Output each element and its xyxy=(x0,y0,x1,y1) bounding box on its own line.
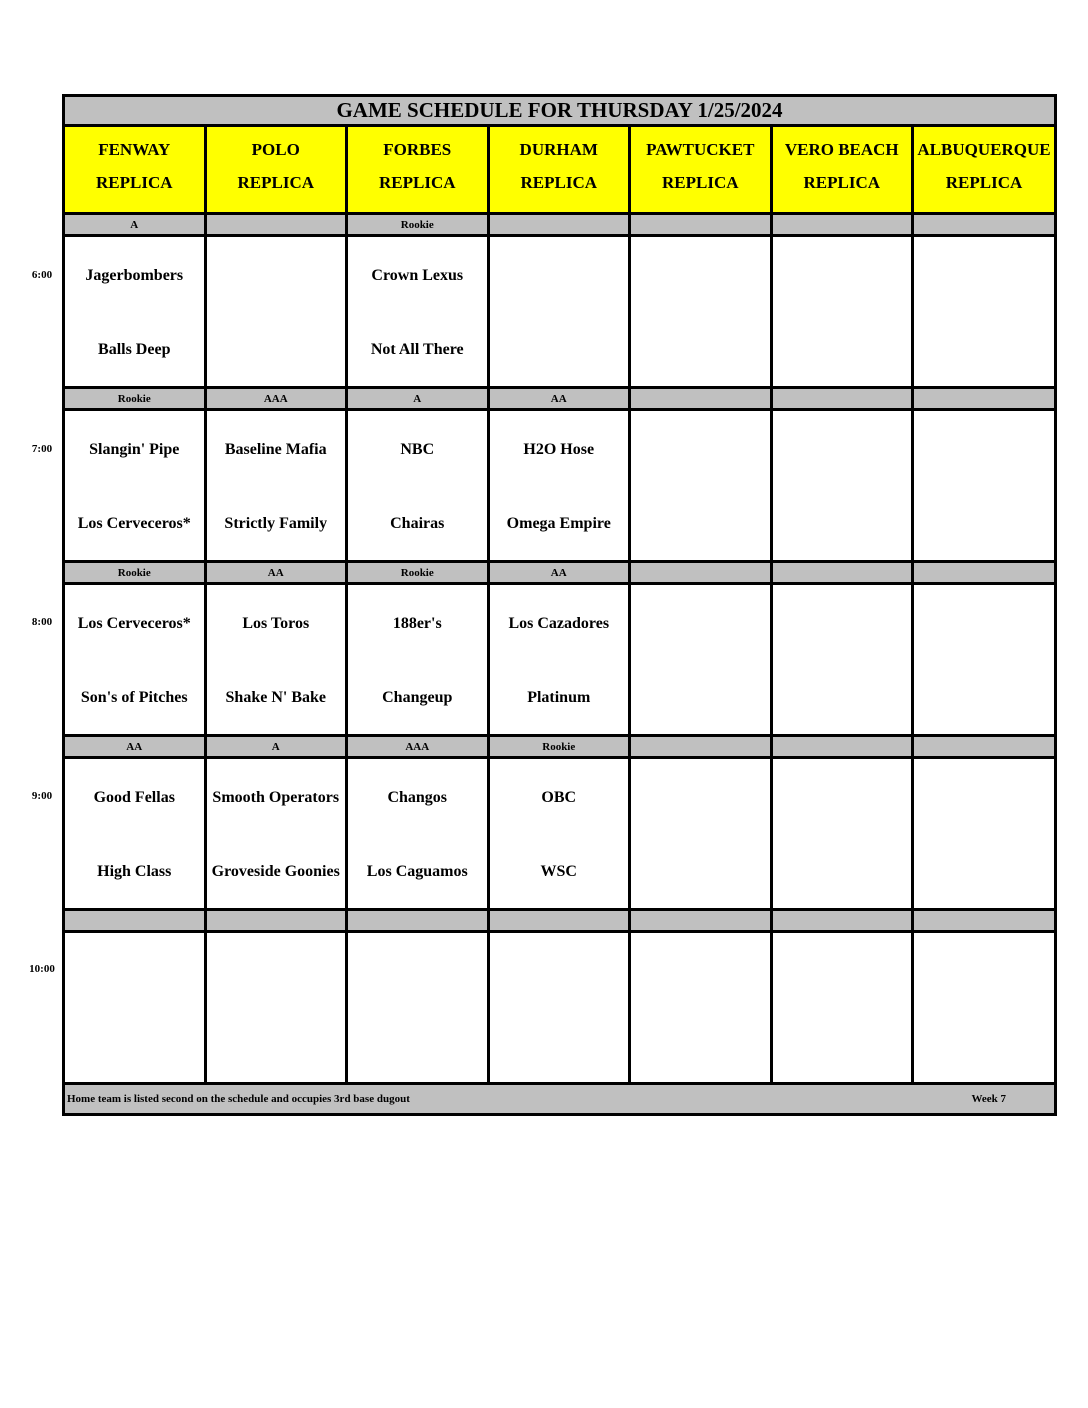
home-team: Not All There xyxy=(370,341,464,358)
division-label xyxy=(631,563,773,582)
division-row xyxy=(65,737,1054,759)
division-label: AAA xyxy=(348,737,490,756)
away-team: 188er's xyxy=(392,615,442,632)
division-label xyxy=(490,911,632,930)
division-row xyxy=(65,911,1054,933)
division-label: A xyxy=(207,737,349,756)
home-team: Los Cerveceros* xyxy=(77,515,191,532)
schedule-title: GAME SCHEDULE FOR THURSDAY 1/25/2024 xyxy=(65,97,1054,127)
division-label: AA xyxy=(490,389,632,408)
division-label xyxy=(207,215,349,234)
game-cell xyxy=(631,585,773,734)
game-cell xyxy=(631,237,773,386)
game-cell xyxy=(65,933,207,1082)
division-label xyxy=(914,389,1054,408)
field-header xyxy=(207,127,349,212)
division-label: Rookie xyxy=(490,737,632,756)
game-cell xyxy=(490,585,632,734)
field-sub: REPLICA xyxy=(520,173,597,192)
field-sub: REPLICA xyxy=(661,173,739,192)
away-team: NBC xyxy=(400,441,435,458)
schedule-footer xyxy=(65,1085,1054,1113)
division-label: Rookie xyxy=(65,389,207,408)
game-cell xyxy=(631,411,773,560)
footer-note: Home team is listed second on the schedule and occupies 3rd base dugout xyxy=(67,1093,410,1105)
game-cell xyxy=(773,411,915,560)
field-name: FENWAY xyxy=(98,140,171,159)
week-label: Week 7 xyxy=(971,1093,1006,1105)
game-cell xyxy=(65,585,207,734)
game-cell xyxy=(773,237,915,386)
division-label: A xyxy=(348,389,490,408)
division-label xyxy=(773,737,915,756)
game-cell xyxy=(914,759,1054,908)
game-cell xyxy=(490,759,632,908)
home-team: Los Caguamos xyxy=(366,863,468,880)
game-row xyxy=(65,933,1054,1085)
home-team: Son's of Pitches xyxy=(80,689,188,706)
home-team: High Class xyxy=(97,863,172,880)
division-label xyxy=(631,389,773,408)
field-sub: REPLICA xyxy=(945,173,1023,192)
away-team: Los Cazadores xyxy=(508,615,610,632)
division-label xyxy=(773,389,915,408)
game-cell xyxy=(348,411,490,560)
division-label xyxy=(631,215,773,234)
game-row xyxy=(65,759,1054,911)
division-label xyxy=(773,215,915,234)
division-label xyxy=(914,563,1054,582)
game-cell xyxy=(490,411,632,560)
schedule-sheet xyxy=(62,94,1057,1116)
time-slots xyxy=(65,215,1054,1085)
game-cell xyxy=(914,411,1054,560)
division-label xyxy=(65,911,207,930)
field-name: ALBUQUERQUE xyxy=(917,140,1051,159)
away-team: Jagerbombers xyxy=(85,267,184,284)
division-label: Rookie xyxy=(65,563,207,582)
division-label xyxy=(773,563,915,582)
game-cell xyxy=(631,933,773,1082)
game-cell xyxy=(65,759,207,908)
division-row xyxy=(65,215,1054,237)
away-team: Los Toros xyxy=(242,615,310,632)
division-label xyxy=(490,215,632,234)
division-row xyxy=(65,389,1054,411)
game-cell xyxy=(490,933,632,1082)
home-team: Strictly Family xyxy=(224,515,328,532)
away-team: Baseline Mafia xyxy=(224,441,327,458)
game-cell xyxy=(65,237,207,386)
division-label xyxy=(914,737,1054,756)
field-sub: REPLICA xyxy=(237,173,314,192)
field-header xyxy=(631,127,773,212)
division-label xyxy=(348,911,490,930)
home-team: Platinum xyxy=(527,689,591,706)
field-sub: REPLICA xyxy=(378,173,456,192)
time-label: 7:00 xyxy=(31,442,53,455)
field-sub: REPLICA xyxy=(803,173,880,192)
game-cell xyxy=(348,585,490,734)
time-label: 8:00 xyxy=(31,616,53,628)
game-cell xyxy=(348,237,490,386)
division-label xyxy=(207,911,349,930)
time-label: 6:00 xyxy=(31,269,53,281)
home-team: Chairas xyxy=(390,515,445,532)
field-name: DURHAM xyxy=(519,140,598,159)
division-row xyxy=(65,563,1054,585)
division-label: Rookie xyxy=(348,563,490,582)
home-team: Groveside Goonies xyxy=(211,863,340,880)
home-team: WSC xyxy=(540,863,577,880)
division-label xyxy=(914,215,1054,234)
game-cell xyxy=(207,585,349,734)
division-label xyxy=(631,737,773,756)
field-sub: REPLICA xyxy=(95,173,173,192)
game-row xyxy=(65,411,1054,563)
away-team: Good Fellas xyxy=(93,789,175,806)
field-header xyxy=(348,127,490,212)
away-team: Changos xyxy=(387,789,448,806)
game-cell xyxy=(348,759,490,908)
game-cell xyxy=(914,585,1054,734)
game-cell xyxy=(348,933,490,1082)
home-team: Shake N' Bake xyxy=(225,689,326,706)
division-label: AAA xyxy=(207,389,349,408)
division-label xyxy=(631,911,773,930)
game-cell xyxy=(914,237,1054,386)
game-cell xyxy=(207,759,349,908)
division-label: AA xyxy=(207,563,349,582)
game-cell xyxy=(773,759,915,908)
field-name: FORBES xyxy=(383,140,452,159)
game-row xyxy=(65,237,1054,389)
field-name: PAWTUCKET xyxy=(646,140,755,159)
game-cell xyxy=(773,585,915,734)
time-label: 9:00 xyxy=(31,789,53,802)
division-label: AA xyxy=(65,737,207,756)
away-team: OBC xyxy=(541,789,577,806)
away-team: Smooth Operators xyxy=(212,789,340,806)
game-cell xyxy=(207,237,349,386)
game-cell xyxy=(490,237,632,386)
field-header xyxy=(773,127,915,212)
game-cell xyxy=(773,933,915,1082)
division-label xyxy=(914,911,1054,930)
time-label: 10:00 xyxy=(29,963,55,975)
home-team: Omega Empire xyxy=(506,515,611,532)
field-name: POLO xyxy=(251,140,300,159)
game-cell xyxy=(207,411,349,560)
field-header xyxy=(65,127,207,212)
division-label: A xyxy=(65,215,207,234)
away-team: Crown Lexus xyxy=(371,267,464,284)
division-label: AA xyxy=(490,563,632,582)
home-team: Balls Deep xyxy=(98,341,171,358)
field-header-row xyxy=(65,127,1054,215)
game-cell xyxy=(631,759,773,908)
game-cell xyxy=(65,411,207,560)
division-label: Rookie xyxy=(348,215,490,234)
away-team: H2O Hose xyxy=(523,441,595,458)
home-team: Changeup xyxy=(382,689,453,706)
away-team: Slangin' Pipe xyxy=(89,441,180,458)
field-name: VERO BEACH xyxy=(784,140,899,159)
game-row xyxy=(65,585,1054,737)
away-team: Los Cerveceros* xyxy=(77,615,191,632)
division-label xyxy=(773,911,915,930)
field-header xyxy=(490,127,632,212)
game-cell xyxy=(914,933,1054,1082)
game-cell xyxy=(207,933,349,1082)
field-header xyxy=(914,127,1054,212)
